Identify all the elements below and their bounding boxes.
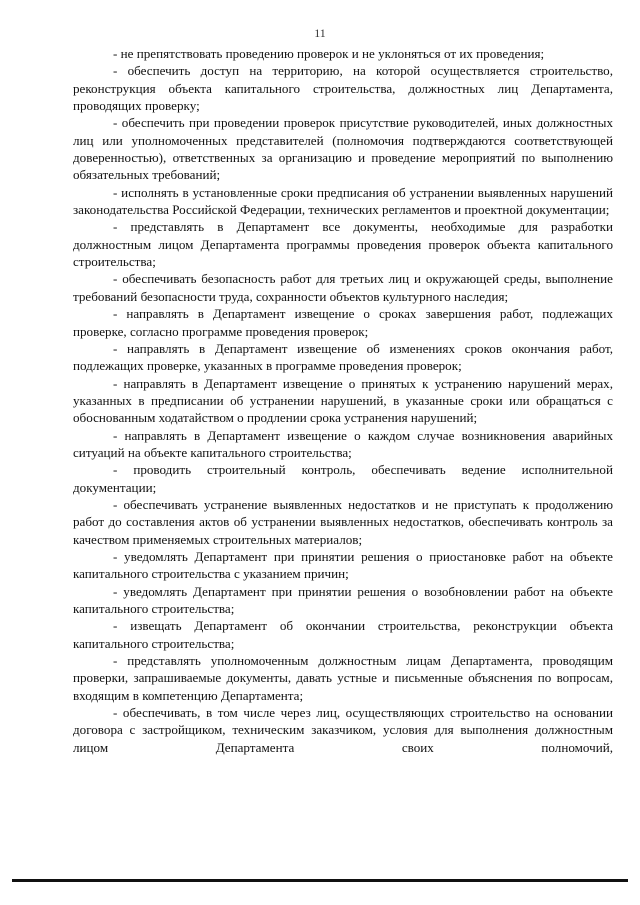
paragraph: - обеспечить при проведении проверок присутствие руководителей, иных должностных лиц или уполномоченных представителей (полномочия подтверждаются соответствующей доверенностью), ответственных за организацию и проведение мероприятий по выполнению обязательных требований; bbox=[73, 115, 613, 183]
paragraph: - представлять уполномоченным должностным лицам Департамента, проводящим проверки, запрашиваемые документы, давать устные и письменные объяснения по вопросам, входящим в компетенцию Департамента; bbox=[73, 653, 613, 703]
paragraph: - проводить строительный контроль, обеспечивать ведение исполнительной документации; bbox=[73, 462, 613, 495]
paragraph: - направлять в Департамент извещение о каждом случае возникновения аварийных ситуаций на объекте капитального строительства; bbox=[73, 427, 613, 460]
paragraph: - обеспечить доступ на территорию, на которой осуществляется строительство, реконструкция объекта капитального строительства, должностных лиц Департамента, проводящих проверку; bbox=[73, 63, 613, 114]
paragraph: - обеспечивать, в том числе через лиц, осуществляющих строительство на основании договора с застройщиком, техническим заказчиком, условия для выполнения должностным лицом Департамента своих полномочий, bbox=[73, 705, 613, 755]
page-number: 11 bbox=[314, 26, 326, 40]
paragraph: - представлять в Департамент все документы, необходимые для разработки должностным лицом Департамента программы проведения проверок объекта капитального строительства; bbox=[73, 219, 613, 270]
bottom-rule bbox=[12, 879, 628, 882]
document-body bbox=[73, 45, 613, 756]
paragraph: - уведомлять Департамент при принятии решения о приостановке работ на объекте капитального строительства с указанием причин; bbox=[73, 548, 613, 582]
paragraph: - направлять в Департамент извещение о принятых к устранению нарушений мерах, указанных в предписании об устранении нарушений, в указанные сроки или обращаться с обоснованным ходатайством о продлении срока устранения нарушений; bbox=[73, 375, 613, 426]
paragraph: - извещать Департамент об окончании строительства, реконструкции объекта капитального строительства; bbox=[73, 618, 613, 651]
paragraph: - направлять в Департамент извещение о сроках завершения работ, подлежащих проверке, согласно программе проведения проверок; bbox=[73, 306, 613, 339]
paragraph: - уведомлять Департамент при принятии решения о возобновлении работ на объекте капитального строительства; bbox=[73, 583, 613, 616]
paragraph: - обеспечивать устранение выявленных недостатков и не приступать к продолжению работ до составления актов об устранении выявленных недостатков, обеспечивать контроль за качеством применяемых строительных материалов; bbox=[73, 496, 613, 547]
paragraph: - обеспечивать безопасность работ для третьих лиц и окружающей среды, выполнение требований безопасности труда, сохранности объектов культурного наследия; bbox=[73, 271, 613, 304]
paragraph: - исполнять в установленные сроки предписания об устранении выявленных нарушений законодательства Российской Федерации, технических регламентов и проектной документации; bbox=[73, 184, 613, 218]
paragraph: - не препятствовать проведению проверок и не уклоняться от их проведения; bbox=[113, 46, 545, 61]
paragraph: - направлять в Департамент извещение об изменениях сроков окончания работ, подлежащих проверке, указанных в программе проведения проверок; bbox=[73, 340, 613, 374]
